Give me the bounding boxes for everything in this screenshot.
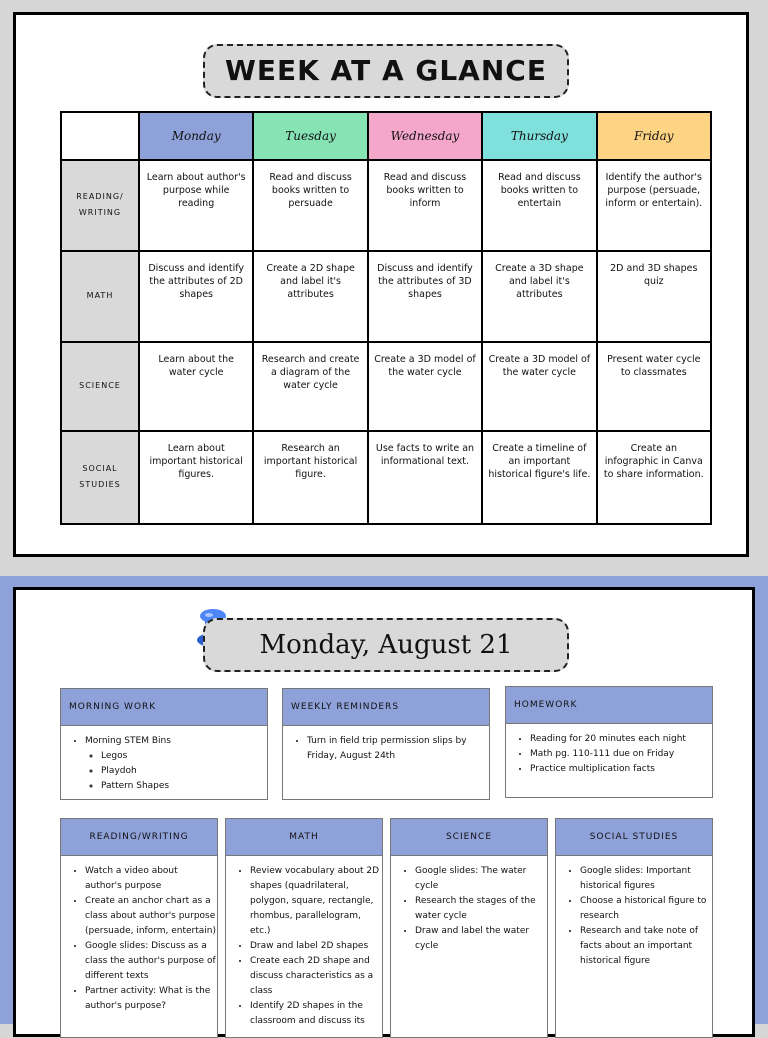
schedule-cell: Read and discuss books written to entertain [482,160,596,250]
weekly-reminders-card [282,688,490,800]
schedule-cell: Create a 3D shape and label it's attributes [482,251,596,342]
math-card [225,818,383,1038]
schedule-cell: 2D and 3D shapes quiz [597,251,711,342]
table-row [61,431,711,524]
schedule-cell: Identify the author's purpose (persuade, inform or entertain). [597,160,711,250]
bullet-list [226,864,382,1029]
list-item: • Draw and label 2D shapes [250,939,382,954]
bullet-list [506,732,712,777]
schedule-cell: Create a 3D model of the water cycle [368,342,482,430]
list-item: • Review vocabulary about 2D shapes (quadrilateral, polygon, square, rectangle, rhombus, parallelogram, etc.) [250,864,382,939]
schedule-cell: Learn about author's purpose while reading [139,160,253,250]
list-item: ◦ Playdoh [101,764,267,779]
schedule-cell: Read and discuss books written to persuade [253,160,367,250]
list-item: • Watch a video about author's purpose [85,864,217,894]
day-header-thursday: Thursday [482,112,596,160]
schedule-cell: Research and create a diagram of the water cycle [253,342,367,430]
list-item: • Google slides: The water cycle [415,864,547,894]
list-item: • Research and take note of facts about an important historical figure [580,924,712,969]
list-item: • Turn in field trip permission slips by Friday, August 24th [307,734,489,764]
schedule-cell: Create a 3D model of the water cycle [482,342,596,430]
homework-card [505,686,713,798]
bullet-list [556,864,712,969]
list-item: • Google slides: Important historical figures [580,864,712,894]
subject-cell: SOCIAL STUDIES [61,431,139,524]
schedule-cell: Learn about the water cycle [139,342,253,430]
day-header-wednesday: Wednesday [368,112,482,160]
schedule-cell: Read and discuss books written to inform [368,160,482,250]
bullet-list [61,864,217,1014]
table-row [61,160,711,250]
list-item: • Partner activity: What is the author's purpose? [85,984,217,1014]
card-header: MATH [226,819,382,856]
week-at-a-glance-page [13,12,749,557]
weekly-schedule-table [60,111,712,525]
schedule-cell: Discuss and identify the attributes of 2D shapes [139,251,253,342]
bullet-list [391,864,547,954]
card-header: HOMEWORK [506,687,712,724]
list-item: • Morning STEM Bins ◦ Legos ◦ Playdoh ◦ Pattern Shapes [85,734,267,794]
card-header: READING/WRITING [61,819,217,856]
list-item: • Draw and label the water cycle [415,924,547,954]
list-item: • Practice multiplication facts [530,762,712,777]
corner-cell [61,112,139,160]
list-item: • Math pg. 110-111 due on Friday [530,747,712,762]
morning-work-card [60,688,268,800]
table-row [61,342,711,430]
list-item: ◦ Pattern Shapes [101,779,267,794]
day-header-friday: Friday [597,112,711,160]
schedule-cell: Create a timeline of an important historical figure's life. [482,431,596,524]
page-title: Monday, August 21 [203,618,569,672]
card-header: WEEKLY REMINDERS [283,689,489,726]
science-card [390,818,548,1038]
list-item: • Choose a historical figure to research [580,894,712,924]
card-header: SCIENCE [391,819,547,856]
list-item: • Identify 2D shapes in the classroom and discuss its [250,999,382,1029]
card-header: SOCIAL STUDIES [556,819,712,856]
list-item: • Google slides: Discuss as a class the author's purpose of different texts [85,939,217,984]
reading-writing-card [60,818,218,1038]
table-row [61,251,711,342]
list-item: • Reading for 20 minutes each night [530,732,712,747]
subject-cell: READING/ WRITING [61,160,139,250]
list-item: • Create each 2D shape and discuss characteristics as a class [250,954,382,999]
list-item: • Create an anchor chart as a class about author's purpose (persuade, inform, entertain) [85,894,217,939]
list-item: ◦ Legos [101,749,267,764]
day-header-monday: Monday [139,112,253,160]
schedule-cell: Learn about important historical figures. [139,431,253,524]
day-header-row [61,112,711,160]
subject-cell: SCIENCE [61,342,139,430]
schedule-cell: Research an important historical figure. [253,431,367,524]
schedule-cell: Create an infographic in Canva to share information. [597,431,711,524]
daily-plan-page [13,587,755,1037]
day-header-tuesday: Tuesday [253,112,367,160]
list-item: • Research the stages of the water cycle [415,894,547,924]
schedule-cell: Use facts to write an informational text. [368,431,482,524]
subject-cell: MATH [61,251,139,342]
bullet-list [283,734,489,764]
page-title: WEEK AT A GLANCE [203,44,569,98]
bullet-list [61,734,267,794]
schedule-cell: Create a 2D shape and label it's attributes [253,251,367,342]
schedule-cell: Discuss and identify the attributes of 3D shapes [368,251,482,342]
schedule-cell: Present water cycle to classmates [597,342,711,430]
card-header: MORNING WORK [61,689,267,726]
social-studies-card [555,818,713,1038]
